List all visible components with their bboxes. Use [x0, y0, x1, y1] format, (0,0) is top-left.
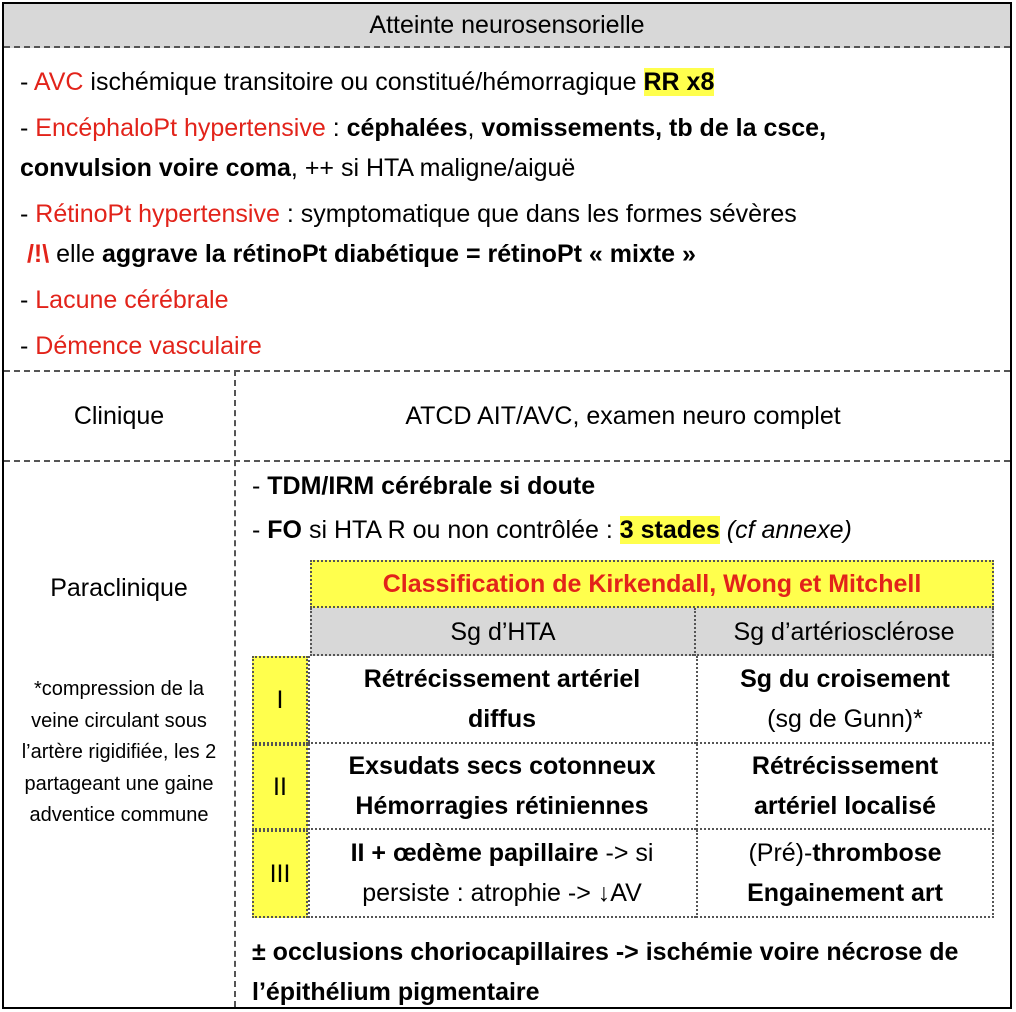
paraclinique-label: Paraclinique — [50, 574, 188, 602]
item-lacune: - Lacune cérébrale — [20, 286, 229, 314]
stage-label: I — [252, 656, 308, 744]
footnote: *compression de la veine circulant sous l’artère rigidifiée, les 2 partageant une gaine adventice commune — [21, 678, 217, 826]
column-header-arteriosclerose: Sg d’artériosclérose — [694, 608, 994, 656]
column-header-hta: Sg d’HTA — [310, 608, 694, 656]
column-divider — [234, 370, 236, 1007]
warning-icon: /!\ — [26, 240, 50, 268]
section-title: Atteinte neurosensorielle — [4, 4, 1010, 48]
classification-title: Classification de Kirkendall, Wong et Mitchell — [310, 560, 994, 608]
table-cell: Rétrécissement artériel diffus — [308, 656, 696, 744]
document-frame — [2, 2, 1012, 1009]
item-retinopathie: - RétinoPt hypertensive : symptomatique que dans les formes sévères — [20, 200, 797, 228]
item-demence: - Démence vasculaire — [20, 332, 262, 360]
clinique-text: ATCD AIT/AVC, examen neuro complet — [405, 402, 841, 430]
divider — [4, 460, 1010, 462]
item-avc: - AVC ischémique transitoire ou constitué/hémorragique RR x8 — [20, 68, 715, 96]
rr-highlight: RR x8 — [643, 68, 715, 96]
stades-highlight: 3 stades — [619, 516, 720, 544]
table-cell: Rétrécissement artériel localisé — [696, 744, 994, 830]
table-cell: Exsudats secs cotonneux Hémorragies rétiniennes — [308, 744, 696, 830]
exam-tdm-irm: - TDM/IRM cérébrale si doute — [252, 472, 596, 500]
stage-label: II — [252, 744, 308, 830]
avc-term: AVC — [33, 68, 84, 96]
table-border — [308, 656, 310, 918]
table-cell: II + œdème papillaire -> si persiste : atrophie -> ↓AV — [308, 830, 696, 918]
item-encephalopathie: - EncéphaloPt hypertensive : céphalées, vomissements, tb de la csce, — [20, 114, 827, 142]
complications-list — [4, 48, 1010, 370]
clinique-label: Clinique — [73, 402, 165, 430]
footer-note: ± occlusions choriocapillaires -> ischémie voire nécrose de l’épithélium pigmentaire — [252, 938, 959, 1006]
item-retinopathie-warning: /!\ elle aggrave la rétinoPt diabétique = rétinoPt « mixte » — [26, 240, 696, 268]
exam-fo: - FO si HTA R ou non contrôlée : 3 stades (cf annexe) — [252, 516, 852, 544]
table-cell: Sg du croisement (sg de Gunn)* — [696, 656, 994, 744]
table-cell: (Pré)-thrombose Engainement art — [696, 830, 994, 918]
item-encephalopathie-cont: convulsion voire coma, ++ si HTA maligne/aiguë — [20, 154, 576, 182]
stage-label: III — [252, 830, 308, 918]
